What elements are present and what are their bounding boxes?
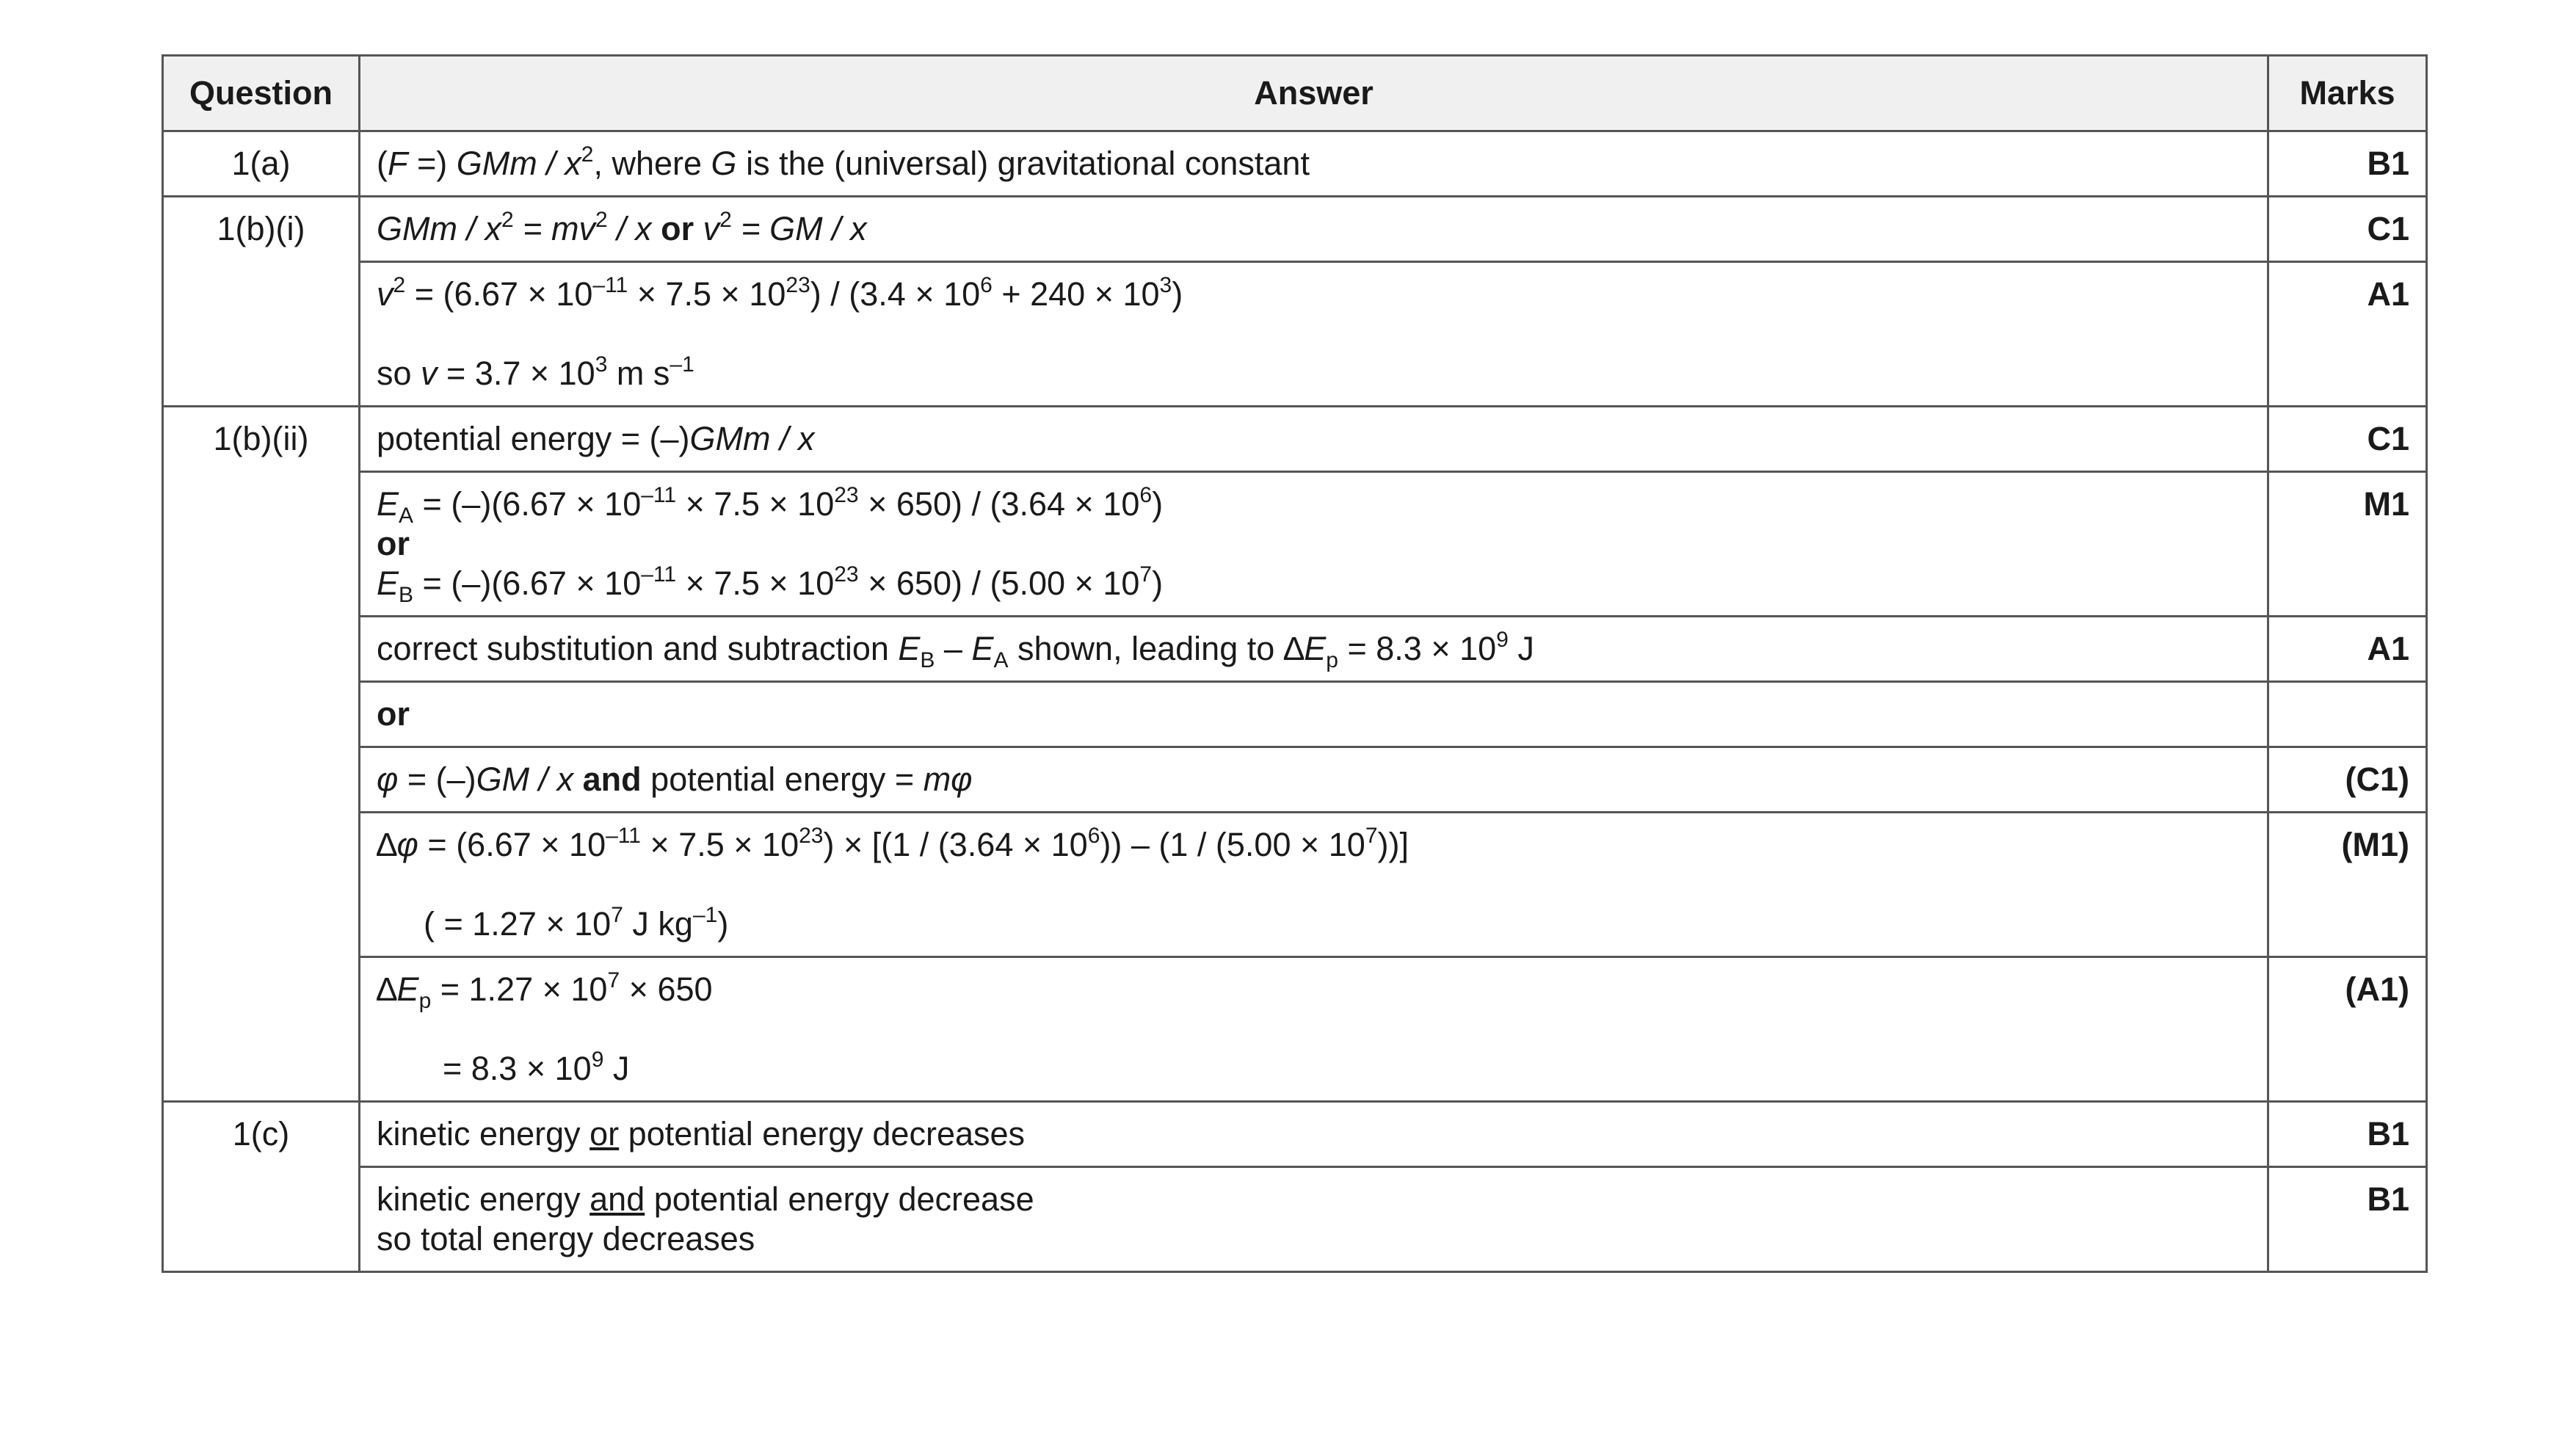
answer-1bi-1: GMm / $x^2 = mv^2 / x$ or $v^2$ = GM / x bbox=[360, 197, 2268, 262]
answer-1bii-5: φ = (–)GM / x and potential energy = mφ bbox=[360, 747, 2268, 813]
mark-1a: B1 bbox=[2268, 131, 2427, 197]
answer-1bii-or: or bbox=[360, 682, 2268, 747]
question-label-1bii: 1(b)(ii) bbox=[163, 407, 360, 1102]
question-label-1c: 1(c) bbox=[163, 1102, 360, 1272]
table-row-1bii-or bbox=[163, 682, 2427, 747]
table-row-1c-1 bbox=[163, 1102, 2427, 1167]
mark-scheme-table bbox=[162, 54, 2428, 1273]
question-label-1a: 1(a) bbox=[163, 131, 360, 197]
mark-1bii-7: (A1) bbox=[2268, 957, 2427, 1102]
answer-1bii-3: correct substitution and subtraction $E_B - E_A$ shown, leading to $\Delta E_p = 8.3 \times 10^9$ J bbox=[360, 617, 2268, 682]
answer-1bii-6: $\Delta\varphi = (6.67 \times 10^{-11} \times 7.5 \times 10^{23}) \times [(1 / (3.64 \times 10^6)) - (1 / (5.00 \times 10^7))]$ ( = $1.27 \times 10^7$ J $kg^{-1}$) bbox=[360, 813, 2268, 957]
answer-1a: (F =) GMm / $x^2$, where G is the (universal) gravitational constant bbox=[360, 131, 2268, 197]
question-label-1bi: 1(b)(i) bbox=[163, 197, 360, 407]
mark-1bi-2: A1 bbox=[2268, 262, 2427, 407]
table-row-1a bbox=[163, 131, 2427, 197]
table-row-1bi-2 bbox=[163, 262, 2427, 407]
mark-1c-1: B1 bbox=[2268, 1102, 2427, 1167]
mark-1bii-5: (C1) bbox=[2268, 747, 2427, 813]
header-question: Question bbox=[163, 56, 360, 131]
mark-1bii-or bbox=[2268, 682, 2427, 747]
answer-1c-2: kinetic energy and potential energy decrease so total energy decreases bbox=[360, 1167, 2268, 1272]
table-row-1bii-2 bbox=[163, 472, 2427, 617]
mark-1bii-6: (M1) bbox=[2268, 813, 2427, 957]
table-row-1bii-5 bbox=[163, 747, 2427, 813]
table-row-1bi-1 bbox=[163, 197, 2427, 262]
mark-1bii-3: A1 bbox=[2268, 617, 2427, 682]
header-marks: Marks bbox=[2268, 56, 2427, 131]
answer-1bii-2: $E_A = (-)(6.67 \times 10^{-11} \times 7.5 \times 10^{23} \times 650) / (3.64 \times 10^6)$ or $E_B = (-)(6.67 \times 10^{-11} \times 7.5 \times 10^{23} \times 650) / (5.00 \times 10^7)$ bbox=[360, 472, 2268, 617]
answer-1c-1: kinetic energy or potential energy decreases bbox=[360, 1102, 2268, 1167]
answer-1bi-2: $v^2 = (6.67 \times 10^{-11} \times 7.5 \times 10^{23}) / (3.4 \times 10^6 + 240 \times 10^3)$ so $v = 3.7 \times 10^3$ m $s^{-1}$ bbox=[360, 262, 2268, 407]
mark-1bii-2: M1 bbox=[2268, 472, 2427, 617]
answer-1bii-7: $\Delta E_p = 1.27 \times 10^7 \times 650$ = $8.3 \times 10^9$ J bbox=[360, 957, 2268, 1102]
answer-1bii-1: potential energy = (–)GMm / x bbox=[360, 407, 2268, 472]
mark-1bi-1: C1 bbox=[2268, 197, 2427, 262]
header-row bbox=[163, 56, 2427, 131]
table-row-1bii-6 bbox=[163, 813, 2427, 957]
header-answer: Answer bbox=[360, 56, 2268, 131]
mark-1c-2: B1 bbox=[2268, 1167, 2427, 1272]
table-row-1bii-1 bbox=[163, 407, 2427, 472]
table-row-1bii-3 bbox=[163, 617, 2427, 682]
mark-1bii-1: C1 bbox=[2268, 407, 2427, 472]
table-row-1bii-7 bbox=[163, 957, 2427, 1102]
table-row-1c-2 bbox=[163, 1167, 2427, 1272]
